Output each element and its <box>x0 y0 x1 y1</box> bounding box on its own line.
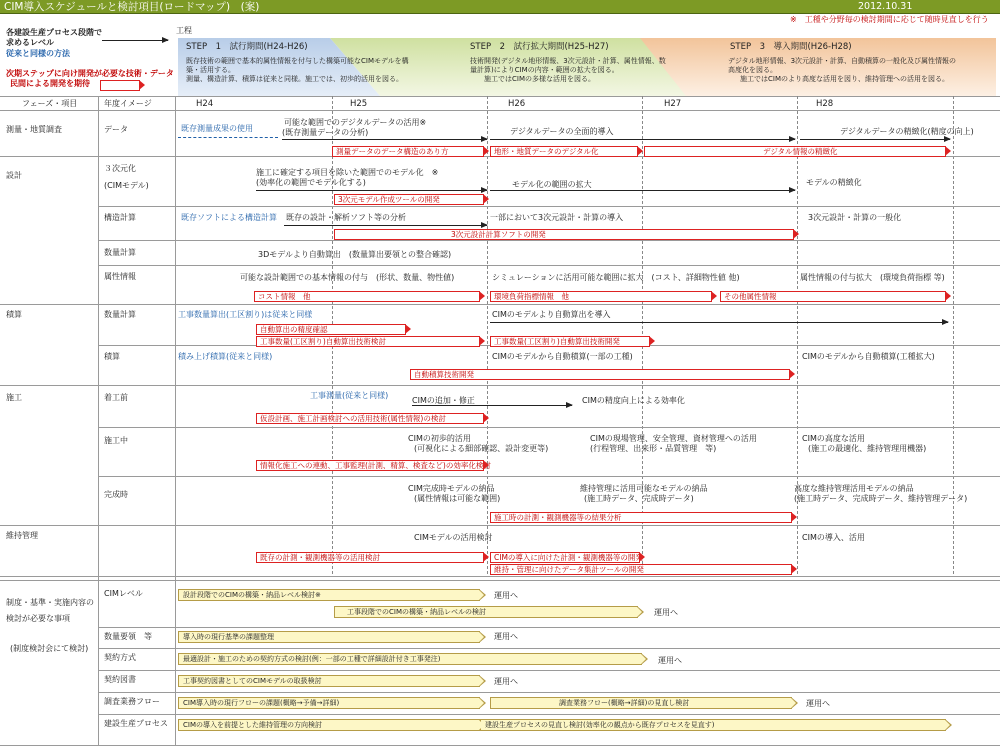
row-keiyaku: 契約方式 <box>104 653 136 662</box>
sekisan-red-2: 工事数量(工区割り)自動算出技術検討 <box>256 336 480 347</box>
step1-desc3: 測量、構造計算、積算は従来と同様。施工では、初歩的活用を図る。 <box>186 75 403 83</box>
complete-adv-a: 高度な維持管理活用モデルの納品 <box>794 484 914 493</box>
step1-desc2: 築・活用する。 <box>186 66 235 74</box>
sys-keiyaku-use: 運用へ <box>658 656 682 665</box>
row-cimlevel: CIMレベル <box>104 589 143 598</box>
struct-general-3d: 3次元設計・計算の一般化 <box>808 213 902 222</box>
sys-level-design: 設計段階でのCIMの構築・納品レベル検討※ <box>178 589 480 601</box>
step1-title: STEP 1 試行期間(H24-H26) <box>186 42 308 52</box>
attr-red-1: コスト情報 他 <box>254 291 480 302</box>
maint-red-2: CIMの導入に向けた計測・観測機器等の開発 <box>490 552 640 563</box>
year-h28: H28 <box>816 99 834 109</box>
legend-next-1: 次期ステップに向け開発が必要な技術・データ <box>6 69 174 78</box>
sekisan-red-1: 自動算出の精度確認 <box>256 324 406 335</box>
during-advanced-b: (施工の最適化、維持管理用機器) <box>808 444 927 453</box>
complete-model-a: CIM完成時モデルの納品 <box>408 484 495 493</box>
legend-next-2: 民間による開発を期待 <box>10 79 90 88</box>
during-mgmt-a: CIMの現場管理、安全管理、資材管理への活用 <box>590 434 757 443</box>
sekisan-qty-existing: 工事数量算出(工区割り)は従来と同様 <box>178 310 313 319</box>
row-before: 着工前 <box>104 393 128 402</box>
before-cim-efficiency: CIMの精度向上による効率化 <box>582 396 685 405</box>
survey-digital-partial-b: (既存測量データの分析) <box>282 128 369 137</box>
attr-red-2: 環境負荷指標情報 他 <box>490 291 712 302</box>
complete-maint-a: 維持管理に活用可能なモデルの納品 <box>580 484 708 493</box>
col-phase: フェーズ・項目 <box>22 99 78 108</box>
sys-youryou-use: 運用へ <box>494 632 518 641</box>
row-struct: 構造計算 <box>104 213 136 222</box>
struct-existing: 既存ソフトによる構造計算 <box>181 213 277 222</box>
year-h26: H26 <box>508 99 526 109</box>
row-cim3d-2: (CIMモデル) <box>104 181 149 190</box>
row-qty: 数量計算 <box>104 248 136 257</box>
survey-digital-full: デジタルデータの全面的導入 <box>510 127 614 136</box>
row-seko: 施工 <box>6 393 22 402</box>
row-system-2: 検討が必要な事項 <box>6 614 70 623</box>
before-survey: 工事測量(従来と同様) <box>310 391 389 400</box>
legend-conventional: 従来と同様の方法 <box>6 49 70 58</box>
sekisan-stack: 積み上げ積算(従来と同様) <box>178 352 273 361</box>
document-date: 2012.10.31 <box>858 1 913 12</box>
complete-maint-b: (施工時データ、完成時データ) <box>584 494 694 503</box>
sys-process-2: 建設生産プロセスの見直し検討(効率化の観点から既存プロセスを見直す) <box>480 719 946 731</box>
year-h25: H25 <box>350 99 368 109</box>
step3-desc1: デジタル地形情報、3次元設計・計算、自動積算の一般化及び属性情報の <box>728 57 957 65</box>
sekisan-auto-expand: CIMのモデルから自動積算(工種拡大) <box>802 352 935 361</box>
sys-youryou: 導入時の現行基準の課題整理 <box>178 631 480 643</box>
sys-level-design-use: 運用へ <box>494 591 518 600</box>
attr-basic: 可能な設計範囲での基本情報の付与 (形状、数量、物性値) <box>240 273 455 282</box>
sys-process-1: CIMの導入を前提とした維持管理の方向検討 <box>178 719 480 731</box>
before-cim-edit: CIMの追加・修正 <box>412 396 475 405</box>
year-h24: H24 <box>196 99 214 109</box>
sekisan-qty-auto: CIMのモデルより自動算出を導入 <box>492 310 611 319</box>
row-sekisan-qty: 数量計算 <box>104 310 136 319</box>
design-expand: モデル化の範囲の拡大 <box>512 180 592 189</box>
complete-adv-b: (施工時データ、完成時データ、維持管理データ) <box>794 494 968 503</box>
step3-desc2: 高度化を図る。 <box>728 66 777 74</box>
sys-keiyaku: 最適設計・施工のための契約方式の検討(例：一部の工種で詳細設計付き工事発注) <box>178 653 642 665</box>
row-cim3d-1: ３次元化 <box>104 164 136 173</box>
before-red-1: 仮設計画、施工計画検討への活用技術(属性情報)の検討 <box>256 413 484 424</box>
sys-flow-use: 運用へ <box>806 699 830 708</box>
sekisan-red-3: 工事数量(工区割り)自動算出技術開発 <box>490 336 650 347</box>
row-system-3: (制度検討会にて検討) <box>10 644 89 653</box>
maint-red-1: 既存の計測・観測機器等の活用検討 <box>256 552 484 563</box>
design-model-a: 施工に確定する項目を除いた範囲でのモデル化 ※ <box>256 168 439 177</box>
survey-red-2: 地形・地質データのデジタル化 <box>490 146 638 157</box>
row-maint: 維持管理 <box>6 531 38 540</box>
qty-auto: 3Dモデルより自動算出 (数量算出要領との整合確認) <box>258 250 452 259</box>
survey-red-3: デジタル情報の精緻化 <box>644 146 946 157</box>
row-survey: 測量・地質調査 <box>6 125 62 134</box>
sys-flow-1: CIM導入時の現行フローの課題(概略→予備→詳細) <box>178 697 480 709</box>
legend-arrow <box>102 40 168 41</box>
during-advanced-a: CIMの高度な活用 <box>802 434 865 443</box>
during-basic-b: (可視化による細部確認、設計変更等) <box>414 444 549 453</box>
step1-desc1: 既存技術の範囲で基本的属性情報を付与した構築可能なCIMモデルを構 <box>186 57 409 65</box>
step3-desc3: 施工ではCIMのより高度な活用を図り、維持管理への活用を図る。 <box>740 75 949 83</box>
step2-desc3: 施工ではCIMの多様な活用を図る。 <box>484 75 595 83</box>
row-data: データ <box>104 125 128 134</box>
step3-title: STEP 3 導入期間(H26-H28) <box>730 42 852 52</box>
complete-red-1: 施工時の計測・観測機器等の結果分析 <box>490 512 792 523</box>
during-basic-a: CIMの初歩的活用 <box>408 434 471 443</box>
row-complete: 完成時 <box>104 490 128 499</box>
row-youryou: 数量要領 等 <box>104 632 152 641</box>
row-design: 設計 <box>6 171 22 180</box>
survey-red-1: 測量データのデータ構造のあり方 <box>332 146 484 157</box>
document-title: CIM導入スケジュールと検討項目(ロードマップ) (案) <box>4 1 260 13</box>
step2-desc1: 技術開発(デジタル地形情報、3次元設計・計算、属性情報、数 <box>470 57 666 65</box>
sys-tosho: 工事契約図書としてのCIMモデルの取扱検討 <box>178 675 480 687</box>
row-sekisan: 積算 <box>6 310 22 319</box>
review-note: ※ 工種や分野毎の検討期間に応じて随時見直しを行う <box>790 15 989 24</box>
row-process: 建設生産プロセス <box>104 719 168 728</box>
sys-flow-2: 調査業務フロー(概略→詳細)の見直し検討 <box>490 697 792 709</box>
survey-digital-partial-a: 可能な範囲でのデジタルデータの活用※ <box>284 118 427 127</box>
design-red-1: 3次元モデル作成ツールの開発 <box>334 194 484 205</box>
year-h27: H27 <box>664 99 682 109</box>
sekisan-auto-partial: CIMのモデルから自動積算(一部の工種) <box>492 352 633 361</box>
step2-desc2: 量計算)によりCIMの内容・範囲の拡大を図る。 <box>470 66 619 74</box>
sekisan-red-4: 自動積算技術開発 <box>410 369 790 380</box>
legend-level-2: 求めるレベル <box>6 38 54 47</box>
complete-model-b: (属性情報は可能な範囲) <box>414 494 501 503</box>
row-during: 施工中 <box>104 436 128 445</box>
struct-partial-3d: 一部において3次元設計・計算の導入 <box>490 213 624 222</box>
row-system-1: 制度・基準・実施内容の <box>6 598 94 607</box>
struct-red-1: 3次元設計計算ソフトの開発 <box>334 229 794 240</box>
sys-level-const: 工事段階でのCIMの構築・納品レベルの検討 <box>334 606 638 618</box>
design-model-b: (効率化の範囲でモデル化する) <box>256 178 366 187</box>
during-mgmt-b: (行程管理、出来形・品質管理 等) <box>590 444 717 453</box>
maint-cim-use: CIMの導入、活用 <box>802 533 865 542</box>
row-tosho: 契約図書 <box>104 675 136 684</box>
legend-level-1: 各建設生産プロセス段階で <box>6 28 102 37</box>
sys-tosho-use: 運用へ <box>494 677 518 686</box>
row-sekisan-s: 積算 <box>104 352 120 361</box>
legend-red-box <box>100 80 140 91</box>
col-year: 年度イメージ <box>104 99 152 108</box>
attr-simulation: シミュレーションに活用可能な範囲に拡大 (コスト、詳細物性値 他) <box>492 273 740 282</box>
survey-existing: 既存測量成果の使用 <box>181 124 253 133</box>
maint-red-3: 維持・管理に向けたデータ集計ツールの開発 <box>490 564 792 575</box>
row-flow: 調査業務フロー <box>104 697 160 706</box>
survey-digital-refine: デジタルデータの精緻化(精度の向上) <box>840 127 974 136</box>
sys-level-const-use: 運用へ <box>654 608 678 617</box>
step2-title: STEP 2 試行拡大期間(H25-H27) <box>470 42 609 52</box>
struct-analysis: 既存の設計・解析ソフト等の分析 <box>286 213 406 222</box>
during-red-1: 情報化施工への連動、工事監理(計測、精算、検査など)の効率化検討 <box>256 460 484 471</box>
maint-cim-study: CIMモデルの活用検討 <box>414 533 493 542</box>
koutei-label: 工程 <box>176 26 192 35</box>
row-attr: 属性情報 <box>104 272 136 281</box>
attr-red-3: その他属性情報 <box>720 291 946 302</box>
attr-expand: 属性情報の付与拡大 (環境負荷指標 等) <box>800 273 945 282</box>
design-refine: モデルの精緻化 <box>806 178 862 187</box>
